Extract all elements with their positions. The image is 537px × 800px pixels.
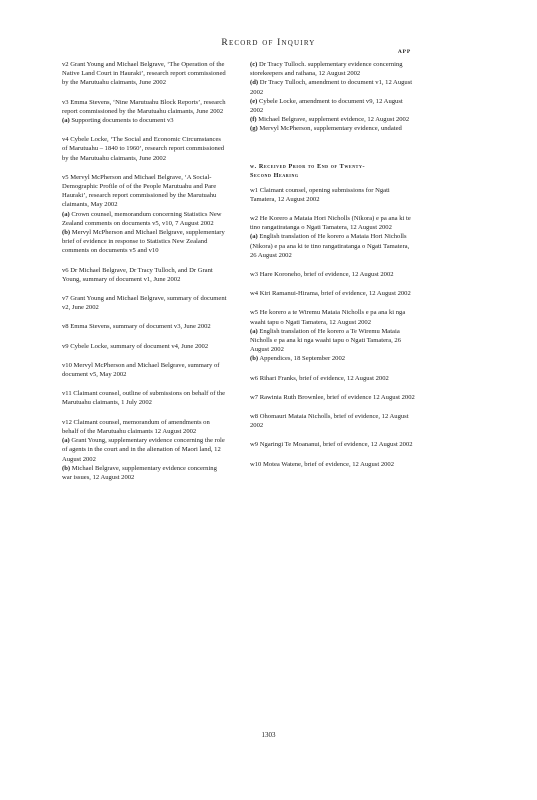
list-item: [250, 270, 415, 279]
sub-entry-label: (a): [62, 437, 70, 445]
section-heading-line2: Second Hearing: [250, 171, 299, 179]
sub-entry-label: (g): [250, 125, 258, 133]
sub-entry-text: English translation of He korero a Mataia Hori Nicholls (Nikora) e pa ana ki te tino rangatiratanga o Ngati Tamatera, 26 August 2002: [250, 233, 410, 259]
sub-entry: [250, 78, 415, 96]
sub-entry-text: Dr Tracy Tulloch. supplementary evidence concerning storekeepers and raihana, 12 August 2002: [250, 61, 403, 78]
sub-entry-label: (b): [62, 464, 71, 472]
sub-entry-text: Supporting documents to document v3: [71, 117, 174, 125]
sub-entry-label: (a): [250, 327, 258, 335]
sub-entry-label: (e): [250, 97, 258, 105]
entry-text: v8 Emma Stevens, summary of document v3, June 2002: [62, 323, 211, 331]
sub-entry-text: Michael Belgrave, supplement evidence, 12 August 2002: [258, 116, 410, 124]
sub-entry-label: (c): [250, 61, 258, 68]
sub-entry: [250, 60, 415, 78]
entry-text: v2 Grant Young and Michael Belgrave, ‘The Operation of the Native Land Court in Hauraki’, research report commissioned by the Marutuahu claimants, June 2002: [62, 61, 226, 87]
right-column: [250, 60, 415, 479]
sub-entry-label: (a): [62, 117, 70, 125]
entry-text: v12 Claimant counsel, memorandum of amendments on behalf of the Marutuahu claimants 12 August 2002: [62, 418, 210, 435]
left-column: [62, 60, 227, 492]
section-heading-line1: w. Received Prior to End of Twenty-: [250, 162, 366, 170]
entry-text: v9 Cybele Locke, summary of document v4, June 2002: [62, 342, 209, 350]
list-item: [62, 322, 227, 331]
entry-text: w5 He korero a te Wiremu Mataia Nicholls e pa ana ki nga waahi tapu o Ngati Tamatera, 12 August 2002: [250, 309, 406, 326]
list-item: [62, 294, 227, 312]
entry-text: w4 Kiri Ramanui-Hirama, brief of evidence, 12 August 2002: [250, 290, 411, 298]
list-item: [250, 186, 415, 204]
entry-text: w10 Motea Watene, brief of evidence, 12 August 2002: [250, 460, 395, 468]
entry-text: w9 Ngaringi Te Moananui, brief of evidence, 12 August 2002: [250, 441, 413, 449]
entry-text: w8 Ohomauri Mataia Nicholls, brief of evidence, 12 August 2002: [250, 413, 409, 430]
list-item: [62, 389, 227, 407]
list-item: [62, 173, 227, 256]
continued-entries: [250, 60, 415, 134]
list-item: [250, 374, 415, 383]
sub-entry-text: Cybele Locke, amendment to document v9, 12 August 2002: [250, 97, 403, 115]
sub-entry-label: (b): [62, 229, 71, 237]
sub-entry-label: (f): [250, 116, 257, 124]
list-item: [250, 460, 415, 469]
sub-entry: [250, 354, 415, 363]
sub-entry: [62, 210, 227, 228]
sub-entry: [62, 436, 227, 464]
list-item: [250, 214, 415, 260]
list-item: [250, 308, 415, 363]
w-entries: [250, 186, 415, 469]
sub-entry: [250, 97, 415, 115]
sub-entry: [250, 327, 415, 355]
entry-text: v6 Dr Michael Belgrave, Dr Tracy Tulloch, and Dr Grant Young, summary of document v1, June 2002: [62, 266, 213, 283]
list-item: [250, 393, 415, 402]
sub-entry-text: Grant Young, supplementary evidence concerning the role of agents in the court and in the alienation of Maori land, 12 August 2002: [62, 437, 225, 463]
sub-entry-text: Dr Tracy Tulloch, amendment to document v1, 12 August 2002: [250, 79, 413, 96]
entry-text: w2 He Korero a Mataia Hori Nicholls (Nikora) e pa ana ki te tino rangatiratanga o Ngati Tamatera, 12 August 2002: [250, 215, 411, 232]
running-title: Record of Inquiry: [221, 38, 316, 48]
list-item: [250, 289, 415, 298]
sub-entry-label: (a): [250, 233, 258, 241]
sub-entry: [250, 115, 415, 124]
section-heading-w: [250, 162, 415, 180]
entry-text: v3 Emma Stevens, ‘Nine Marutuahu Block Reports’, research report commissioned by the Marutuahu claimants, June 2002: [62, 98, 226, 115]
sub-entry-label: (d): [250, 79, 259, 87]
page-number: 1303: [261, 731, 276, 739]
sub-entry: [62, 116, 227, 125]
sub-entry-text: Mervyl McPherson, supplementary evidence, undated: [259, 125, 402, 133]
sub-entry-text: Mervyl McPherson and Michael Belgrave, supplementary brief of evidence in response to Statistics New Zealand comments on documents v5 and v10: [62, 229, 225, 255]
entry-text: v4 Cybele Locke, ‘The Social and Economic Circumstances of Marutuahu – 1840 to 1960’, research report commissioned by the Marutuahu claimants, June 2002: [62, 136, 225, 162]
list-item: [62, 135, 227, 163]
list-item: [250, 412, 415, 430]
list-item: [250, 440, 415, 449]
sub-entry-text: English translation of He korero a Te Wiremu Mataia Nicholls e pa ana ki nga waahi tapu o Ngati Tamatera, 26 August 2002: [250, 327, 402, 354]
entry-text: w1 Claimant counsel, opening submissions for Ngati Tamatera, 12 August 2002: [250, 186, 390, 203]
list-item: [62, 418, 227, 482]
sub-entry: [62, 228, 227, 256]
sub-entry-text: Appendices, 18 September 2002: [259, 355, 346, 363]
sub-entry-label: (a): [62, 210, 70, 218]
entry-text: w3 Hare Koroneho, brief of evidence, 12 August 2002: [250, 271, 394, 279]
sub-entry-label: (b): [250, 355, 259, 363]
sub-entry: [250, 124, 415, 133]
list-item: [62, 98, 227, 126]
sub-entry: [250, 232, 415, 260]
entry-text: w7 Rawinia Ruth Brownlee, brief of evidence 12 August 2002: [250, 393, 415, 401]
entry-text: v11 Claimant counsel, outline of submissions on behalf of the Marutuahu claimants, 1 July 2002: [62, 390, 226, 407]
list-item: [62, 342, 227, 351]
list-item: [62, 60, 227, 88]
entry-text: v7 Grant Young and Michael Belgrave, summary of document v2, June 2002: [62, 295, 227, 312]
sub-entry-text: Crown counsel, memorandum concerning Statistics New Zealand comments on documents v5, v10, 7 August 2002: [62, 210, 222, 227]
sub-entry: [62, 464, 227, 482]
entry-text: v10 Mervyl McPherson and Michael Belgrave, summary of document v5, May 2002: [62, 361, 220, 379]
list-item: [62, 266, 227, 284]
section-tag: APP: [397, 49, 411, 55]
sub-entry-text: Michael Belgrave, supplementary evidence concerning war issues, 12 August 2002: [62, 464, 217, 481]
entry-text: w6 Rihari Franks, brief of evidence, 12 August 2002: [250, 374, 389, 382]
list-item: [62, 361, 227, 379]
entry-text: v5 Mervyl McPherson and Michael Belgrave, ‘A Social-Demographic Profile of of the People Marutuahu and Pare Hauraki’, research report commissioned by the Marutuahu claimants, May 2002: [62, 173, 217, 209]
